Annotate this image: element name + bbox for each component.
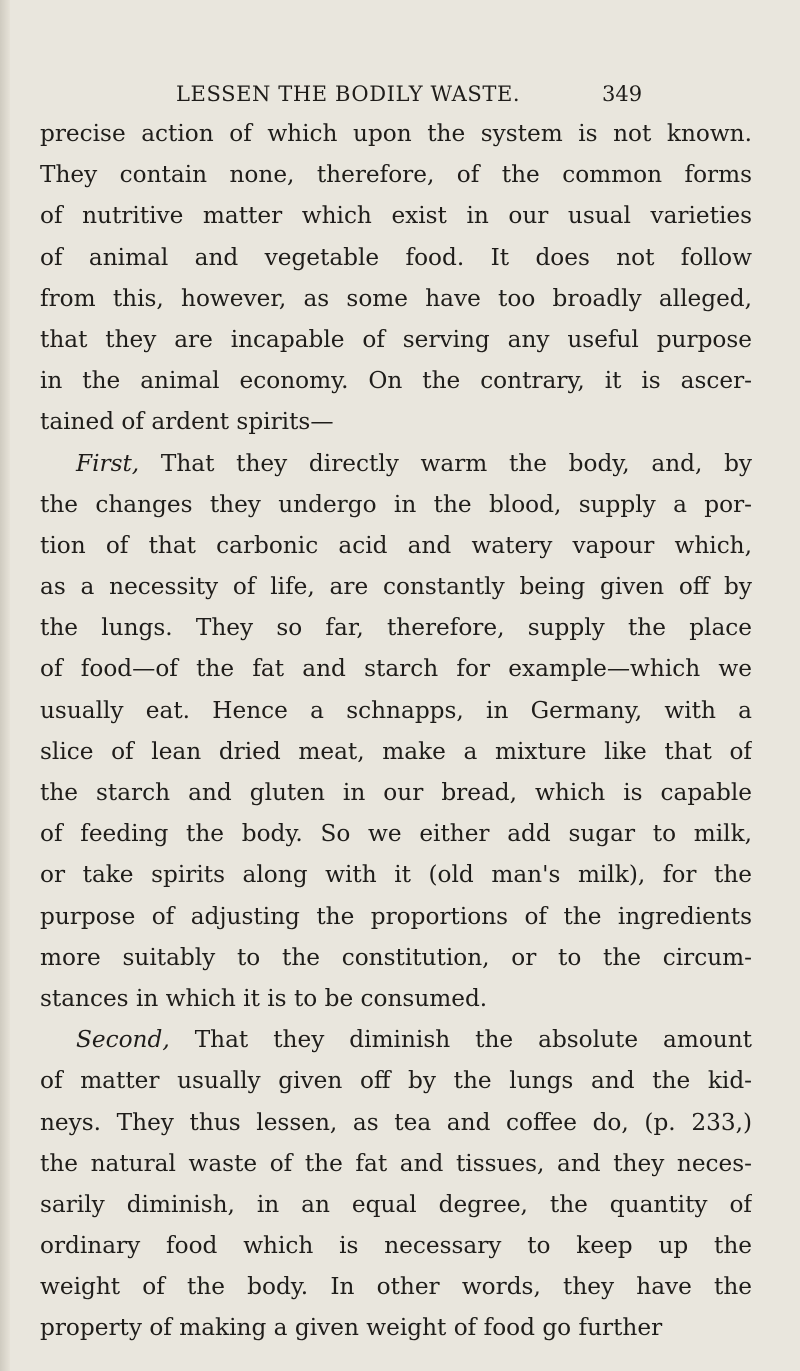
text-line: usually eat. Hence a schnapps, in Germany, with a [40,696,752,724]
text-line: They contain none, therefore, of the common forms [40,161,752,189]
text-line: from this, however, as some have too broadly alleged, [40,284,752,312]
paragraph-first [40,443,752,484]
italic-second: Second, [76,1026,170,1054]
text-line: the natural waste of the fat and tissues, and they neces- [40,1149,752,1177]
text-line: property of making a given weight of food go further [40,1314,663,1342]
body-text [40,113,752,1349]
text-line: neys. They thus lessen, as tea and coffee do, (p. 233,) [40,1108,752,1136]
text-line: of matter usually given off by the lungs and the kid- [40,1067,752,1095]
running-head [0,82,800,112]
page-header-title: LESSEN THE BODILY WASTE. [176,82,521,106]
text-line: of animal and vegetable food. It does not follow [40,243,752,271]
text-line: as a necessity of life, are constantly being given off by [40,573,752,601]
text-line: the starch and gluten in our bread, which is capable [40,779,752,806]
text-line: the changes they undergo in the blood, supply a por- [40,490,752,518]
text-line: stances in which it is to be consumed. [40,984,488,1012]
text-line-rest: That they diminish the absolute amount [194,1026,752,1054]
text-line: the lungs. They so far, therefore, supply the place [40,614,752,642]
text-line: tion of that carbonic acid and watery vapour which, [40,531,752,559]
text-line: in the animal economy. On the contrary, it is ascer- [40,367,752,395]
text-line: precise action of which upon the system is not known. [40,120,752,147]
text-line: purpose of adjusting the proportions of the ingredients [40,902,752,930]
page-number: 349 [602,82,643,106]
text-line: weight of the body. In other words, they have the [40,1273,752,1301]
text-line: of feeding the body. So we either add sugar to milk, [40,820,752,848]
text-line: of food—of the fat and starch for example—which we [40,655,752,683]
text-line: that they are incapable of serving any useful purpose [40,325,752,353]
italic-first: First, [76,449,140,477]
text-line: ordinary food which is necessary to keep up the [40,1232,752,1260]
text-line: or take spirits along with it (old man's milk), for the [40,861,752,889]
text-line-rest: That they directly warm the body, and, by [160,449,752,477]
text-line: sarily diminish, in an equal degree, the quantity of [40,1190,752,1218]
paragraph-second [40,1019,752,1060]
text-line: slice of lean dried meat, make a mixture like that of [40,737,752,765]
text-line: tained of ardent spirits— [40,408,334,436]
page-edge [0,0,10,1371]
text-line: more suitably to the constitution, or to the circum- [40,943,752,971]
text-line: of nutritive matter which exist in our usual varieties [40,202,752,230]
